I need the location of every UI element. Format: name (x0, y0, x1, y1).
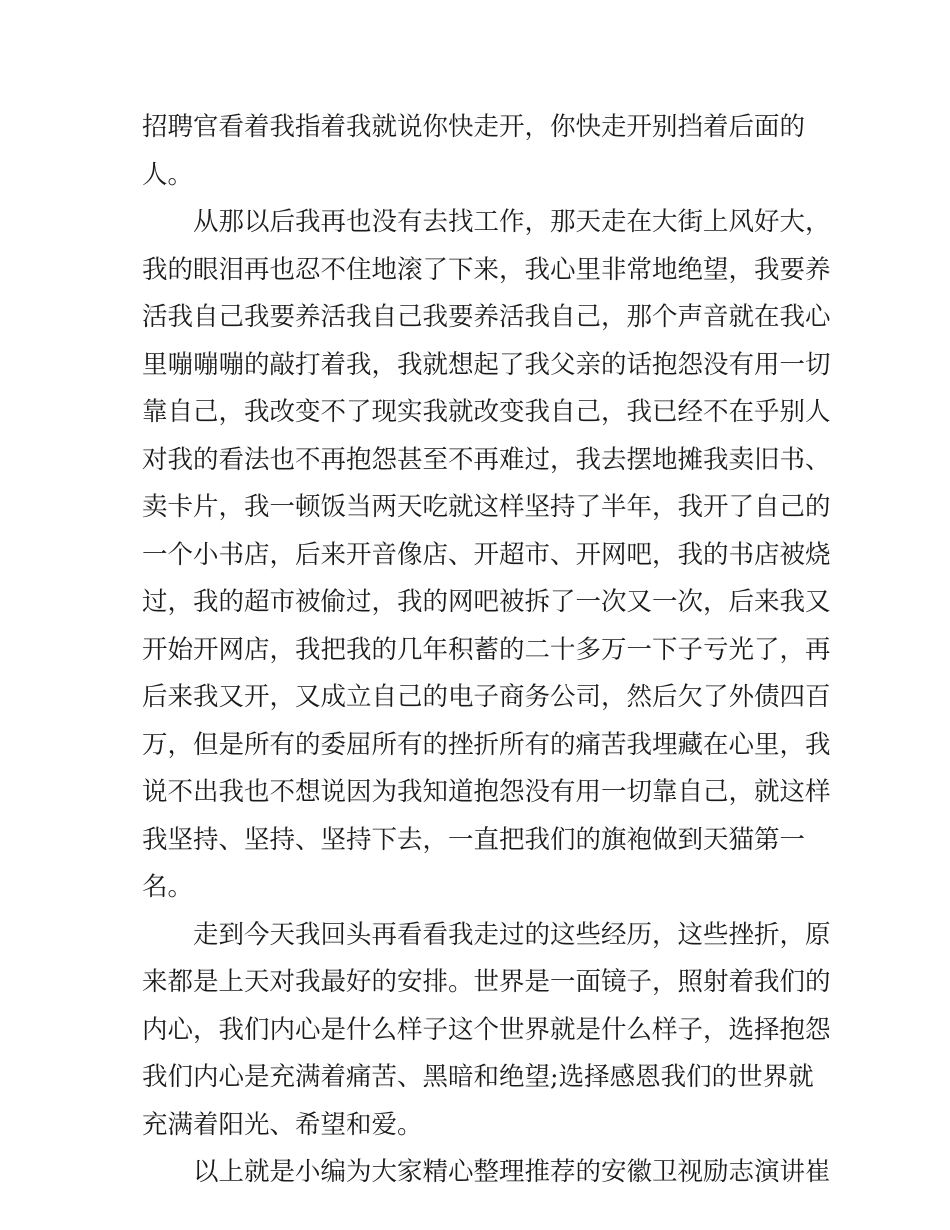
text-line: 卖卡片，我一顿饭当两天吃就这样坚持了半年，我开了自己的 (142, 492, 831, 522)
text-line: 活我自己我要养活我自己我要养活我自己，那个声音就在我心 (142, 302, 831, 332)
text-line: 名。 (142, 872, 194, 902)
paragraph-start-line: 从那以后我再也没有去找工作，那天走在大街上风好大， (193, 207, 831, 237)
text-line: 招聘官看着我指着我就说你快走开，你快走开别挡着后面的 (142, 112, 806, 142)
text-line: 对我的看法也不再抱怨甚至不再难过，我去摆地摊我卖旧书、 (142, 444, 831, 475)
text-line: 开始开网店，我把我的几年积蓄的二十多万一下子亏光了，再 (142, 634, 831, 665)
paragraph-start-line: 走到今天我回头再看看我走过的这些经历，这些挫折，原 (193, 919, 831, 950)
text-line: 靠自己，我改变不了现实我就改变我自己，我已经不在乎别人 (142, 397, 831, 427)
text-line: 内心，我们内心是什么样子这个世界就是什么样子，选择抱怨 (142, 1014, 831, 1045)
text-line: 充满着阳光、希望和爱。 (142, 1109, 423, 1140)
text-line: 里嘣嘣嘣的敲打着我，我就想起了我父亲的话抱怨没有用一切 (142, 349, 831, 380)
text-line: 我坚持、坚持、坚持下去，一直把我们的旗袍做到天猫第一 (142, 824, 806, 855)
text-line: 来都是上天对我最好的安排。世界是一面镜子，照射着我们的 (142, 967, 831, 997)
text-line: 一个小书店，后来开音像店、开超市、开网吧，我的书店被烧 (142, 539, 831, 570)
text-line: 我的眼泪再也忍不住地滚了下来，我心里非常地绝望，我要养 (142, 254, 831, 285)
text-line: 过，我的超市被偷过，我的网吧被拆了一次又一次，后来我又 (142, 587, 831, 617)
text-line: 万，但是所有的委屈所有的挫折所有的痛苦我埋藏在心里，我 (142, 729, 831, 760)
paragraph-start-line: 以上就是小编为大家精心整理推荐的安徽卫视励志演讲崔 (193, 1157, 831, 1187)
text-line: 我们内心是充满着痛苦、黑暗和绝望;选择感恩我们的世界就 (142, 1062, 814, 1092)
body-text (142, 104, 831, 1197)
text-line: 人。 (142, 159, 194, 190)
text-line: 说不出我也不想说因为我知道抱怨没有用一切靠自己，就这样 (142, 777, 831, 807)
text-line: 后来我又开，又成立自己的电子商务公司，然后欠了外债四百 (142, 682, 831, 712)
